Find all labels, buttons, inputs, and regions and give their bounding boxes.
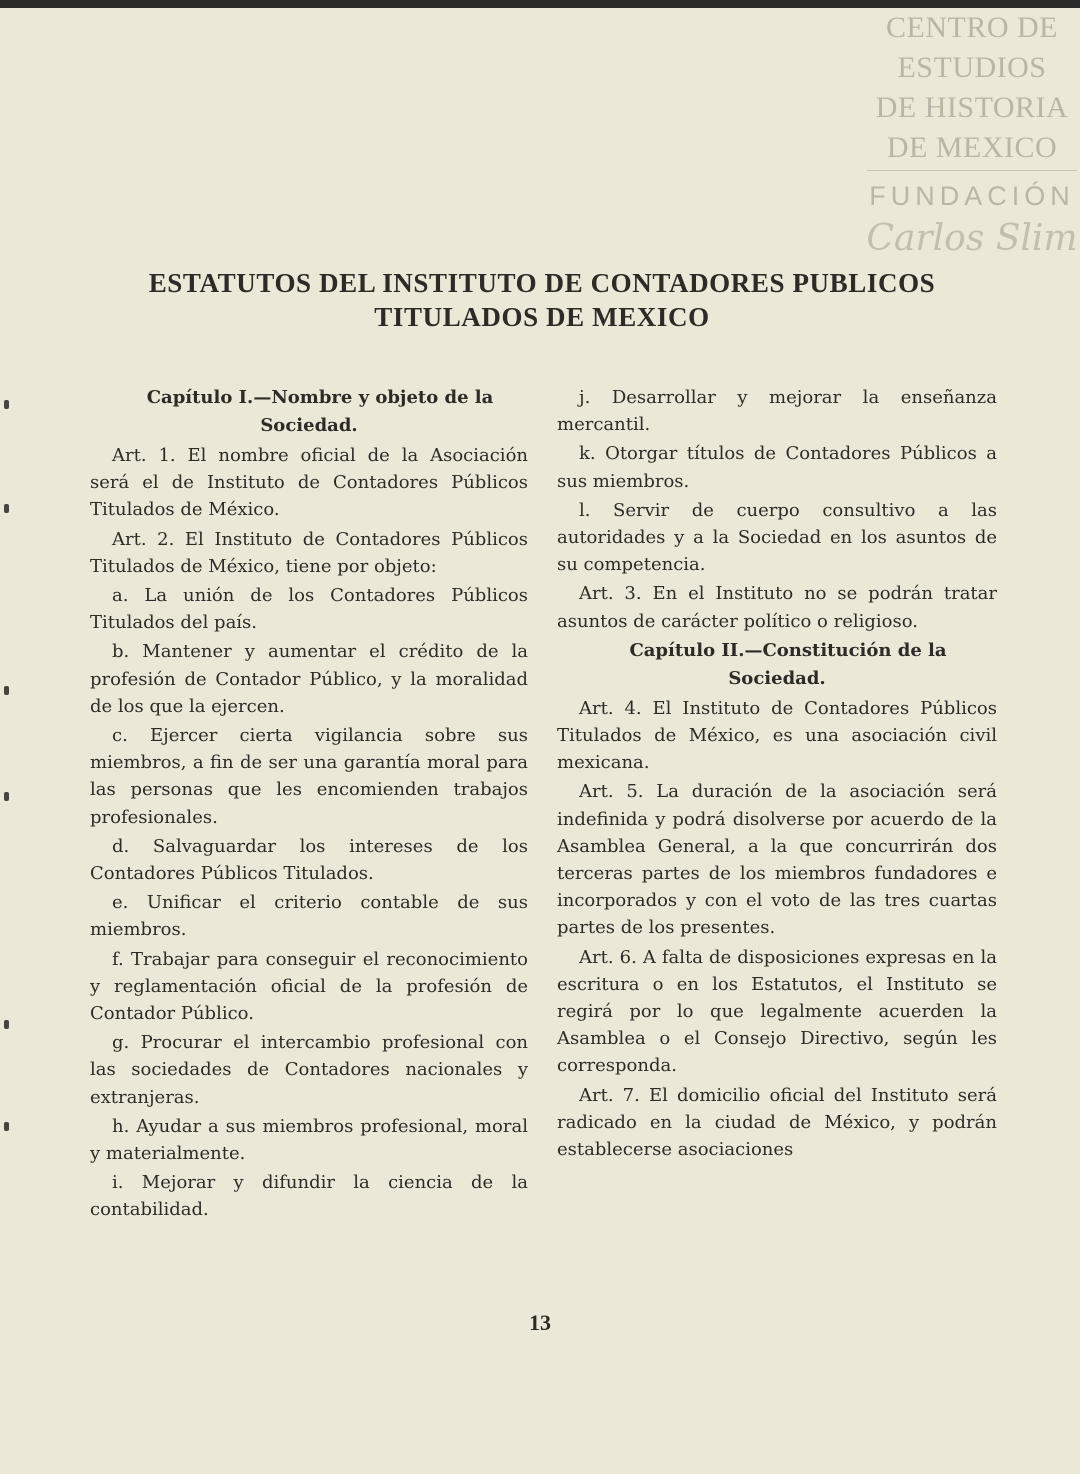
article-paragraph: Art. 7. El domicilio oficial del Instituto será radicado en la ciudad de México, y podrán establecerse asociaciones <box>557 1084 997 1161</box>
binding-mark <box>4 504 9 513</box>
page-number: 13 <box>529 1310 551 1335</box>
right-column <box>557 384 997 1163</box>
article-paragraph: Art. 3. En el Instituto no se podrán tratar asuntos de carácter político o religioso. <box>557 583 997 632</box>
chapter-heading: Capítulo I.—Nombre y objeto de la Sociedad. <box>146 387 494 436</box>
list-item: e. Unificar el criterio contable de sus miembros. <box>90 892 528 941</box>
watermark-line: CENTRO DE <box>886 11 1058 44</box>
watermark-foundation: FUNDACIÓN <box>869 181 1075 211</box>
watermark-line: DE HISTORIA <box>875 91 1069 124</box>
list-item: l. Servir de cuerpo consultivo a las autoridades y a la Sociedad en los asuntos de su competencia. <box>557 499 997 576</box>
article-paragraph: Art. 2. El Instituto de Contadores Públicos Titulados de México, tiene por objeto: <box>90 528 528 577</box>
article-paragraph: Art. 5. La duración de la asociación será indefinida y podrá disolverse por acuerdo de la Asamblea General, a la que concurrirán dos terceras partes de los miembros fundadores e incorporados y con el voto de las tres cuartas partes de los presentes. <box>557 781 997 939</box>
watermark-divider <box>867 170 1077 171</box>
article-paragraph: Art. 6. A falta de disposiciones expresas en la escritura o en los Estatutos, el Instituto se regirá por lo que legalmente acuerden la Asamblea o el Consejo Directivo, según les corresponda. <box>557 946 997 1077</box>
watermark-line: DE MEXICO <box>886 131 1058 164</box>
watermark-signature: Carlos Slim <box>866 218 1078 259</box>
list-item: k. Otorgar títulos de Contadores Públicos a sus miembros. <box>557 443 997 492</box>
binding-mark <box>4 686 9 695</box>
binding-mark <box>4 1122 9 1131</box>
list-item: i. Mejorar y difundir la ciencia de la contabilidad. <box>90 1172 528 1221</box>
binding-mark <box>4 792 9 801</box>
article-paragraph: Art. 4. El Instituto de Contadores Públicos Titulados de México, es una asociación civil mexicana. <box>557 697 997 774</box>
title-line-1: ESTATUTOS DEL INSTITUTO DE CONTADORES PUBLICOS <box>148 268 936 298</box>
chapter-heading: Capítulo II.—Constitución de la Sociedad. <box>629 639 947 689</box>
list-item: c. Ejercer cierta vigilancia sobre sus miembros, a fin de ser una garantía moral para las personas que les encomienden trabajos profesionales. <box>90 725 528 828</box>
article-paragraph: Art. 1. El nombre oficial de la Asociación será el de Instituto de Contadores Públicos Titulados de México. <box>90 445 528 521</box>
list-item: d. Salvaguardar los intereses de los Contadores Públicos Titulados. <box>90 835 528 885</box>
list-item: a. La unión de los Contadores Públicos Titulados del país. <box>90 585 528 634</box>
list-item: f. Trabajar para conseguir el reconocimiento y reglamentación oficial de la profesión de Contador Público. <box>90 948 528 1025</box>
binding-mark <box>4 400 9 409</box>
left-column <box>90 384 528 1224</box>
document-title <box>100 266 984 334</box>
binding-mark <box>4 1020 9 1029</box>
title-line-2: TITULADOS DE MEXICO <box>374 302 710 332</box>
archive-watermark <box>864 8 1080 268</box>
list-item: j. Desarrollar y mejorar la enseñanza mercantil. <box>557 387 997 436</box>
list-item: g. Procurar el intercambio profesional con las sociedades de Contadores nacionales y extranjeras. <box>90 1032 528 1108</box>
watermark-line: ESTUDIOS <box>897 51 1047 84</box>
document-page <box>0 8 1080 1474</box>
scan-top-edge <box>0 0 1080 8</box>
list-item: h. Ayudar a sus miembros profesional, moral y materialmente. <box>90 1115 528 1165</box>
list-item: b. Mantener y aumentar el crédito de la profesión de Contador Público, y la moralidad de los que la ejercen. <box>90 641 528 717</box>
